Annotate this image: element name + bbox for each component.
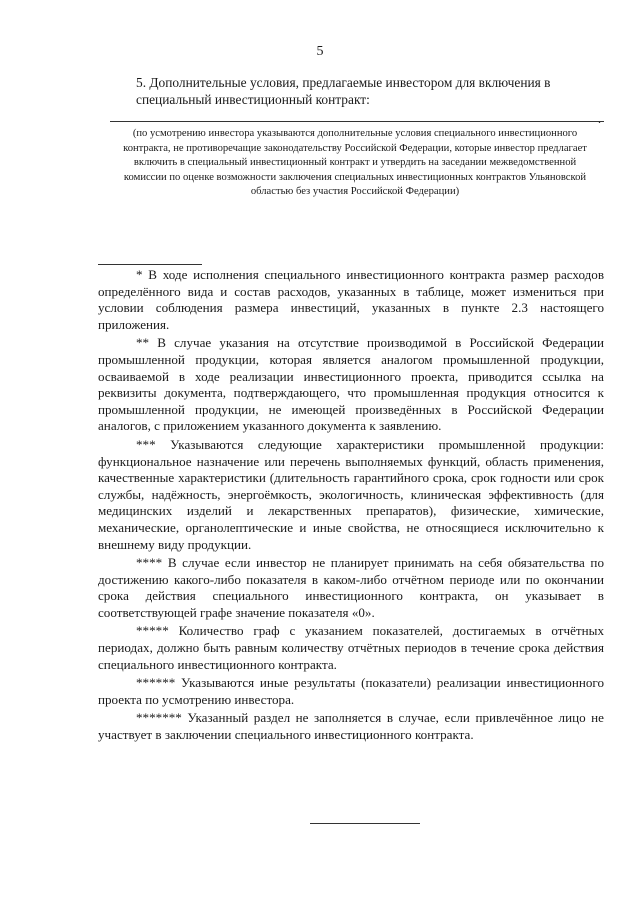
section-heading-text: 5. Дополнительные условия, предлагаемые инвестором для включения в специальный инвестиционный контракт: [136,75,551,107]
footnotes [98,267,604,746]
footnote: ** В случае указания на отсутствие производимой в Российской Федерации промышленной продукции, которая является аналогом промышленной продукции, осваиваемой в ходе реализации инвестиционного проекта, приводится ссылка на реквизиты документа, подтверждающего, что промышленная продукция относится к промышленной продукции, не имеющей произведённых в Российской Федерации аналогов, с приложением указанного документа к заявлению. [98,335,604,434]
fill-in-line [110,121,604,122]
footnote: **** В случае если инвестор не планирует принимать на себя обязательства по достижению какого-либо показателя в каком-либо отчётном периоде или по окончании срока действия специального инвестиционного контракта, он указывает в соответствующей графе значение показателя «0». [98,555,604,620]
page-number: 5 [316,44,324,59]
footnote: ****** Указываются иные результаты (показатели) реализации инвестиционного проекта по усмотрению инвестора. [98,675,604,707]
end-rule [310,823,420,824]
footnote: *** Указываются следующие характеристики промышленной продукции: функциональное назначение или перечень выполняемых функций, область применения, качественные характеристики (длительность гарантийного срока, срок годности или срок службы, надёжность, энергоёмкость, экологичность, клиническая эффективность (для медицинских изделий и лекарственных препаратов), физические, химические, механические, органолептические и иные свойства, не относящиеся исключительно к внешнему виду продукции. [98,436,604,552]
fill-in-dot: . [598,112,601,126]
footnote-separator [98,264,202,265]
fill-in-hint: (по усмотрению инвестора указываются дополнительные условия специального инвестиционного контракта, не противоречащие законодательству Российской Федерации, которые инвестор предлагает включить в специальный инвестиционный контракт и утвердить на заседании межведомственной комиссии по оценке возможности заключения специальных инвестиционных контрактов Ульяновской областью без участия Российской Федерации) [123,128,587,197]
footnote: ******* Указанный раздел не заполняется в случае, если привлечённое лицо не участвует в заключении специального инвестиционного контракта. [98,710,604,743]
footnote: * В ходе исполнения специального инвестиционного контракта размер расходов определённого вида и состав расходов, указанных в таблице, может измениться при условии соблюдения размера инвестиций, указанных в пункте 2.3 настоящего приложения. [98,267,604,332]
footnote: ***** Количество граф с указанием показателей, достигаемых в отчётных периодах, должно быть равным количеству отчётных периодов в течение срока действия специального инвестиционного контракта. [98,623,604,672]
section-heading [98,74,604,108]
